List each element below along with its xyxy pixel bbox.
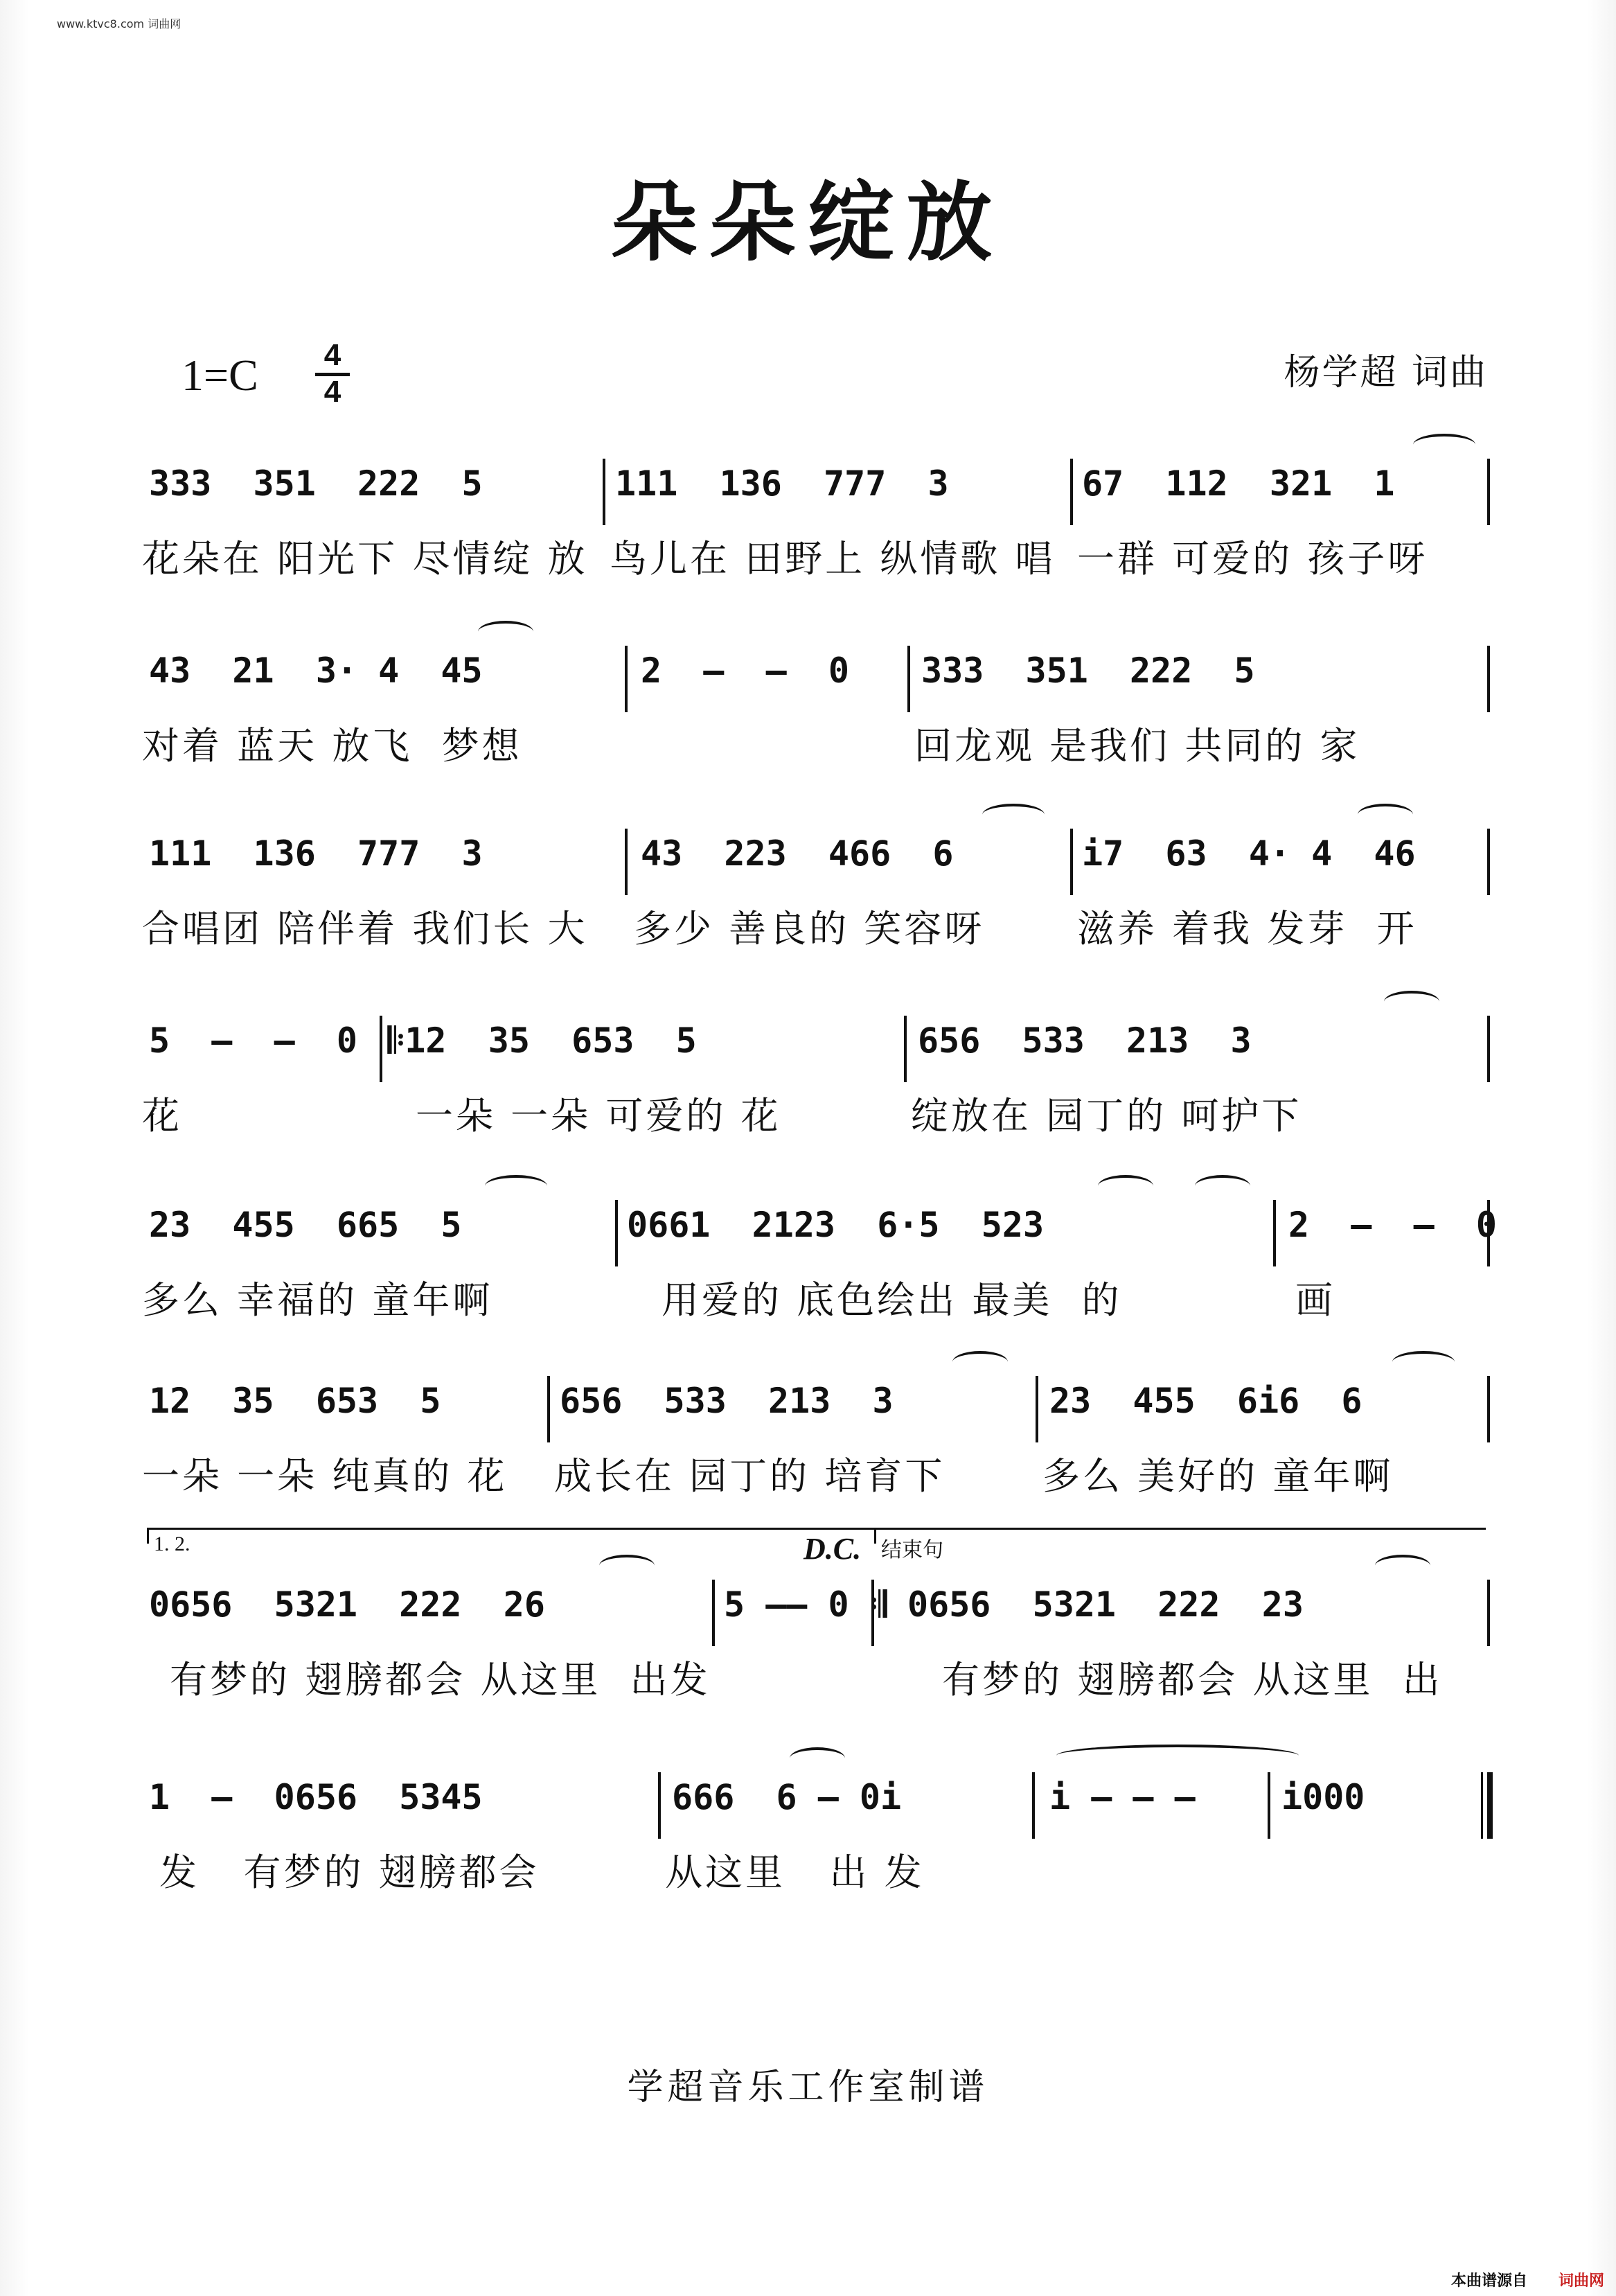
tie-slur <box>1098 1175 1153 1197</box>
site-link[interactable]: 词曲网 <box>1559 2272 1605 2290</box>
barline <box>1070 829 1073 895</box>
measure-3-notes: 333 351 222 5 <box>921 651 1255 691</box>
lyric-line: 多么 美好的 童年啊 <box>1042 1454 1394 1498</box>
right-margin-strip <box>1587 0 1616 2296</box>
lyric-line: 从这里 出 发 <box>665 1851 925 1894</box>
measure-2-notes: 0661 2123 6·5 523 <box>627 1205 1045 1245</box>
lyric-line: 发 有梦的 翅膀都会 <box>159 1851 540 1894</box>
measure-3-notes: 23 455 6i6 6 <box>1049 1381 1362 1421</box>
measure-2-notes: 𝄆12 35 653 5 <box>388 1021 697 1061</box>
repeat-end-barline <box>871 1580 874 1646</box>
tie-slur <box>1375 1555 1430 1577</box>
tie-slur <box>982 804 1045 826</box>
measure-1-notes: 0656 5321 222 26 <box>149 1584 545 1625</box>
repeat-start-barline <box>380 1016 382 1082</box>
barline <box>1487 1580 1490 1646</box>
composer-credit: 杨学超 词曲 <box>1284 352 1488 394</box>
measure-1-notes: 5 – – 0 <box>149 1021 358 1061</box>
barline <box>907 646 910 712</box>
measure-4-notes: i000 <box>1281 1777 1365 1817</box>
lyric-line: 多么 幸福的 童年啊 <box>142 1278 493 1322</box>
barline <box>1487 459 1490 525</box>
measure-2-notes: 656 533 213 3 <box>560 1381 894 1421</box>
measure-2-notes: 5 –– 0 𝄇 <box>724 1584 887 1625</box>
volta-label: 1. 2. <box>154 1533 190 1555</box>
barline <box>1036 1376 1038 1442</box>
measure-3-notes: 67 112 321 1 <box>1082 463 1395 504</box>
ending-bracket <box>874 1528 1486 1544</box>
lyric-line: 有梦的 翅膀都会 从这里 出发 <box>170 1658 711 1702</box>
lyric-line: 绽放在 园丁的 呵护下 <box>911 1094 1302 1138</box>
lyric-line: 用爱的 底色绘出 最美 的 <box>662 1278 1122 1322</box>
lyric-line: 对着 蓝天 放飞 梦想 <box>142 724 522 768</box>
measure-1-notes: 12 35 653 5 <box>149 1381 441 1421</box>
lyric-line: 回龙观 是我们 共同的 家 <box>914 724 1360 768</box>
barline <box>658 1772 661 1839</box>
page-title: 朵朵绽放 <box>611 173 1005 273</box>
measure-1-notes: 111 136 777 3 <box>149 833 483 874</box>
ending-label: 结束句 <box>881 1538 943 1562</box>
tie-slur <box>1358 804 1413 826</box>
key-signature: 1=C <box>181 351 258 400</box>
left-margin-strip <box>0 0 29 2296</box>
barline <box>1487 1016 1490 1082</box>
final-barline-thin <box>1481 1772 1483 1839</box>
tie-slur <box>952 1351 1008 1373</box>
barline <box>625 829 628 895</box>
barline <box>1268 1772 1270 1839</box>
site-tag: www.ktvc8.com 词曲网 <box>57 17 181 30</box>
footer-credit: 学超音乐工作室制谱 <box>627 2067 989 2108</box>
barline <box>1070 459 1073 525</box>
measure-3-notes: 0656 5321 222 23 <box>907 1584 1304 1625</box>
lyric-line: 一朵 一朵 纯真的 花 <box>142 1454 508 1498</box>
time-signature-top: 4 <box>315 339 350 376</box>
barline <box>615 1200 618 1266</box>
barline <box>904 1016 907 1082</box>
barline <box>625 646 628 712</box>
measure-2-notes: 2 – – 0 <box>641 651 850 691</box>
time-signature <box>315 339 350 408</box>
final-barline-thick <box>1487 1772 1493 1839</box>
measure-1-notes: 23 455 665 5 <box>149 1205 462 1245</box>
barline <box>1487 829 1490 895</box>
tie-slur <box>1056 1745 1299 1767</box>
tie-slur <box>1392 1351 1455 1373</box>
tie-slur <box>1384 991 1439 1013</box>
lyric-line: 合唱团 陪伴着 我们长 大 <box>142 907 588 951</box>
lyric-line: 花 <box>142 1094 182 1138</box>
measure-1-notes: 43 21 3· 4 45 <box>149 651 483 691</box>
tie-slur <box>485 1175 547 1197</box>
barline <box>1273 1200 1276 1266</box>
measure-2-notes: 111 136 777 3 <box>615 463 949 504</box>
lyric-line: 滋养 着我 发芽 开 <box>1077 907 1417 951</box>
lyric-line: 鸟儿在 田野上 纵情歌 唱 <box>610 537 1056 581</box>
tie-slur <box>790 1747 845 1769</box>
measure-3-notes: i – – – <box>1049 1777 1196 1817</box>
source-note: 本曲谱源自 <box>1451 2272 1528 2290</box>
tie-slur <box>1195 1175 1250 1197</box>
measure-3-notes: 2 – – 0 <box>1288 1205 1498 1245</box>
measure-3-notes: i7 63 4· 4 46 <box>1082 833 1416 874</box>
barline <box>1487 646 1490 712</box>
measure-3-notes: 656 533 213 3 <box>918 1021 1252 1061</box>
time-signature-bottom: 4 <box>323 375 341 409</box>
volta-bracket <box>147 1528 876 1544</box>
measure-2-notes: 666 6 – 0i <box>672 1777 902 1817</box>
dc-marking: D.C. <box>803 1532 862 1566</box>
tie-slur <box>478 621 533 643</box>
lyric-line: 一朵 一朵 可爱的 花 <box>416 1094 781 1138</box>
measure-2-notes: 43 223 466 6 <box>641 833 954 874</box>
tie-slur <box>1413 434 1475 456</box>
barline <box>712 1580 715 1646</box>
barline <box>1487 1376 1490 1442</box>
lyric-line: 有梦的 翅膀都会 从这里 出 <box>942 1658 1443 1702</box>
barline <box>603 459 605 525</box>
lyric-line: 成长在 园丁的 培育下 <box>554 1454 945 1498</box>
lyric-line: 多少 善良的 笑容呀 <box>634 907 985 951</box>
lyric-line: 一群 可爱的 孩子呀 <box>1077 537 1428 581</box>
barline <box>1032 1772 1035 1839</box>
measure-1-notes: 333 351 222 5 <box>149 463 483 504</box>
lyric-line: 花朵在 阳光下 尽情绽 放 <box>142 537 588 581</box>
measure-1-notes: 1 – 0656 5345 <box>149 1777 483 1817</box>
tie-slur <box>599 1555 655 1577</box>
barline <box>547 1376 550 1442</box>
lyric-line: 画 <box>1295 1278 1335 1322</box>
barline <box>1487 1200 1490 1266</box>
